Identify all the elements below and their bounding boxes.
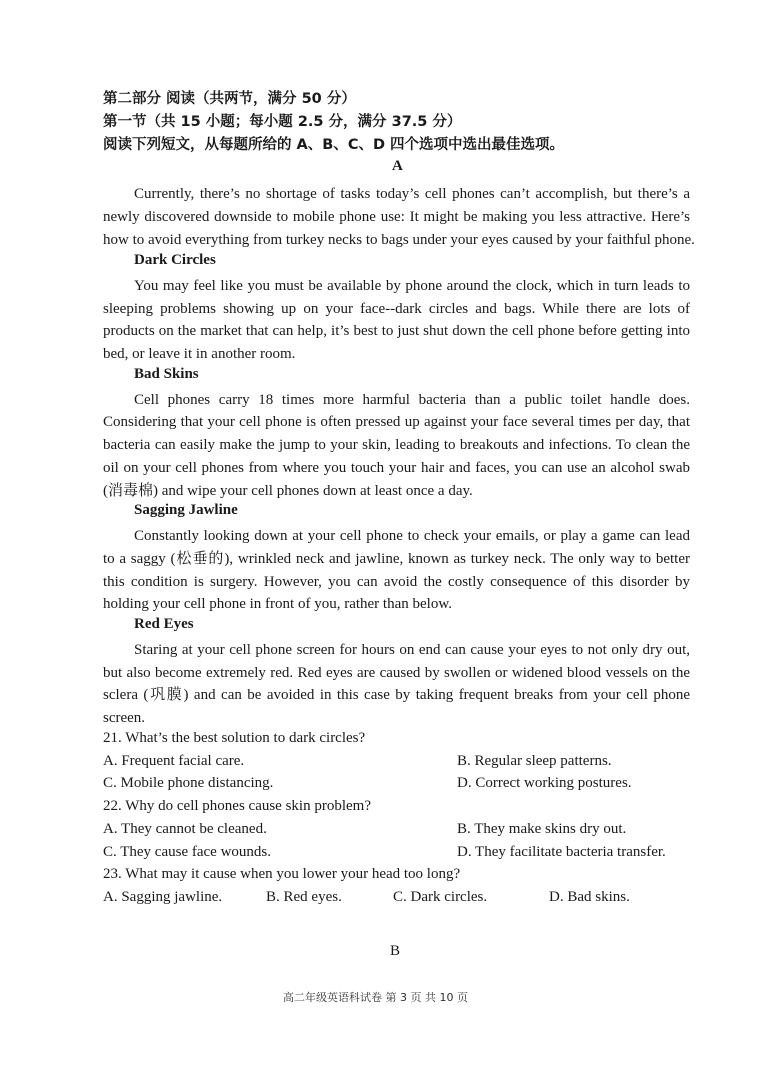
page-footer: 高二年级英语科试卷 第 3 页 共 10 页 <box>283 991 468 1004</box>
instruction: 阅读下列短文，从每题所给的 A、B、C、D 四个选项中选出最佳选项。 <box>103 137 565 153</box>
paragraph-line: bacteria can easily make the jump to your skin, leading to breakouts and infections. To clean the <box>103 437 690 453</box>
section-heading-dark-circles: Dark Circles <box>134 252 216 268</box>
question-22-option-d[interactable]: D. They facilitate bacteria transfer. <box>457 844 666 860</box>
question-22-option-b[interactable]: B. They make skins dry out. <box>457 821 627 837</box>
paragraph-line: this condition is surgery. However, you can avoid the costly consequence of this disorder by <box>103 574 690 590</box>
section-title: 第一节（共 15 小题；每小题 2.5 分，满分 37.5 分） <box>103 114 462 130</box>
question-23-option-c[interactable]: C. Dark circles. <box>393 889 488 905</box>
paragraph-line: (消毒棉) and wipe your cell phones down at least once a day. <box>103 483 473 499</box>
question-21-option-d[interactable]: D. Correct working postures. <box>457 775 632 791</box>
paragraph-line: products on the market that can help, it’s best to just shut down the cell phone before getting into <box>103 323 690 339</box>
paragraph-line: oil on your cell phones from where you touch your hair and faces, you can use an alcohol swab <box>103 460 690 476</box>
paragraph-line: Considering that your cell phone is often pressed up against your face several times per day, that <box>103 414 690 430</box>
paragraph-line: Staring at your cell phone screen for hours on end can cause your eyes to not only dry out, <box>134 642 690 658</box>
paragraph-line: Cell phones carry 18 times more harmful bacteria than a public toilet handle does. <box>134 392 690 408</box>
passage-b-label: B <box>390 943 401 959</box>
section-heading-red-eyes: Red Eyes <box>134 616 194 632</box>
question-22-option-c[interactable]: C. They cause face wounds. <box>103 844 272 860</box>
question-23-stem: 23. What may it cause when you lower your head too long? <box>103 866 461 882</box>
question-22-stem: 22. Why do cell phones cause skin problem? <box>103 798 371 814</box>
paragraph-line: sclera (巩膜) and can be avoided in this case by taking frequent breaks from your cell phone <box>103 687 690 703</box>
question-21-stem: 21. What’s the best solution to dark circles? <box>103 730 366 746</box>
paragraph-line: but also become extremely red. Red eyes are caused by swollen or widened blood vessels on the <box>103 665 690 681</box>
section-heading-bad-skins: Bad Skins <box>134 366 199 382</box>
passage-a-label: A <box>392 158 403 174</box>
question-22-option-a[interactable]: A. They cannot be cleaned. <box>103 821 267 837</box>
paragraph-line: screen. <box>103 710 146 726</box>
question-23-option-d[interactable]: D. Bad skins. <box>549 889 630 905</box>
question-21-option-a[interactable]: A. Frequent facial care. <box>103 753 245 769</box>
question-23-option-a[interactable]: A. Sagging jawline. <box>103 889 223 905</box>
paragraph-line: sleeping problems showing up on your face--dark circles and bags. While there are lots of <box>103 301 690 317</box>
question-21-option-b[interactable]: B. Regular sleep patterns. <box>457 753 612 769</box>
question-23-option-b[interactable]: B. Red eyes. <box>266 889 342 905</box>
question-21-option-c[interactable]: C. Mobile phone distancing. <box>103 775 274 791</box>
intro-line: Currently, there’s no shortage of tasks today’s cell phones can’t accomplish, but there’s a <box>134 186 690 202</box>
paragraph-line: to a saggy (松垂的), wrinkled neck and jawline, known as turkey neck. The only way to better <box>103 551 690 567</box>
part-title: 第二部分 阅读（共两节，满分 50 分） <box>103 91 356 107</box>
paragraph-line: Constantly looking down at your cell phone to check your emails, or play a game can lead <box>134 528 690 544</box>
intro-line: newly discovered downside to mobile phone use: It might be making you less attractive. Here’s <box>103 209 690 225</box>
paragraph-line: You may feel like you must be available by phone around the clock, which in turn leads to <box>134 278 690 294</box>
paragraph-line: bed, or leave it in another room. <box>103 346 296 362</box>
paragraph-line: holding your cell phone in front of you, rather than below. <box>103 596 452 612</box>
intro-line: how to avoid everything from turkey necks to bags under your eyes caused by your faithful phone. <box>103 232 695 248</box>
section-heading-sagging-jawline: Sagging Jawline <box>134 502 238 518</box>
